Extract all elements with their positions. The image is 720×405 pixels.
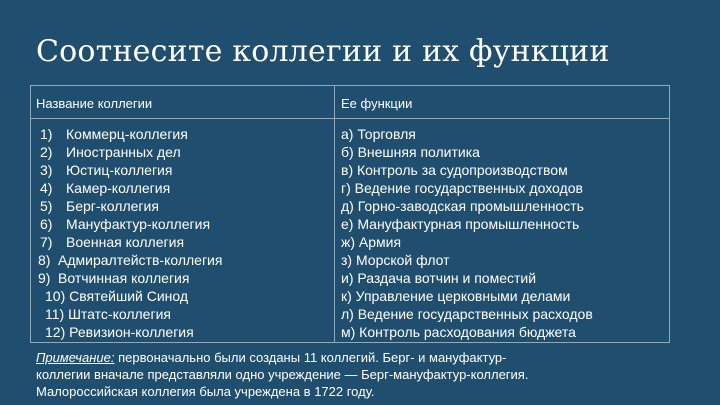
list-item-function: ж) Армия [341,234,402,250]
list-item-function: а) Торговля [341,126,416,142]
column-divider [334,85,335,343]
list-item-function: м) Контроль расходования бюджета [341,324,576,340]
list-item-college: 3) Юстиц-коллегия [40,162,173,178]
footnote-label: Примечание: [36,350,115,365]
list-item-function: д) Горно-заводская промышленность [341,198,584,214]
footnote-line-3: Малороссийская коллегия была учреждена в 1722 году. [36,384,375,399]
list-item-function: б) Внешняя политика [341,144,480,160]
list-item-college: 10) Святейший Синод [45,288,189,304]
column-header-college-name: Название коллегии [36,96,153,111]
list-item-college: 4) Камер-коллегия [40,180,171,196]
list-item-college: 9) Вотчинная коллегия [38,270,190,286]
list-item-function: к) Управление церковными делами [341,288,571,304]
list-item-college: 2) Иностранных дел [40,144,181,160]
slide-title: Соотнесите коллегии и их функции [36,34,610,69]
list-item-college: 8) Адмиралтейств-коллегия [38,252,223,268]
list-item-function: л) Ведение государственных расходов [341,306,593,322]
list-item-college: 11) Штатс-коллегия [45,306,171,322]
list-item-college: 6) Мануфактур-коллегия [40,216,211,232]
footnote [36,349,686,400]
list-item-college: 12) Ревизион-коллегия [45,324,194,340]
functions-list [341,125,593,341]
list-item-function: г) Ведение государственных доходов [341,180,583,196]
list-item-college: 7) Военная коллегия [40,234,185,250]
column-header-functions: Ее функции [341,96,413,111]
list-item-college: 5) Берг-коллегия [40,198,159,214]
footnote-line-2: коллегии вначале представляли одно учреждение — Берг-мануфактур-коллегия. [36,367,529,382]
list-item-college: 1) Коммерц-коллегия [40,126,188,142]
list-item-function: в) Контроль за судопроизводством [341,162,568,178]
list-item-function: е) Мануфактурная промышленность [341,216,580,232]
footnote-line-1: первоначально были созданы 11 коллегий. Берг- и мануфактур- [114,350,507,365]
list-item-function: з) Морской флот [341,252,450,268]
list-item-function: и) Раздача вотчин и поместий [341,270,537,286]
colleges-list [40,125,222,341]
table-header-row [30,85,670,119]
